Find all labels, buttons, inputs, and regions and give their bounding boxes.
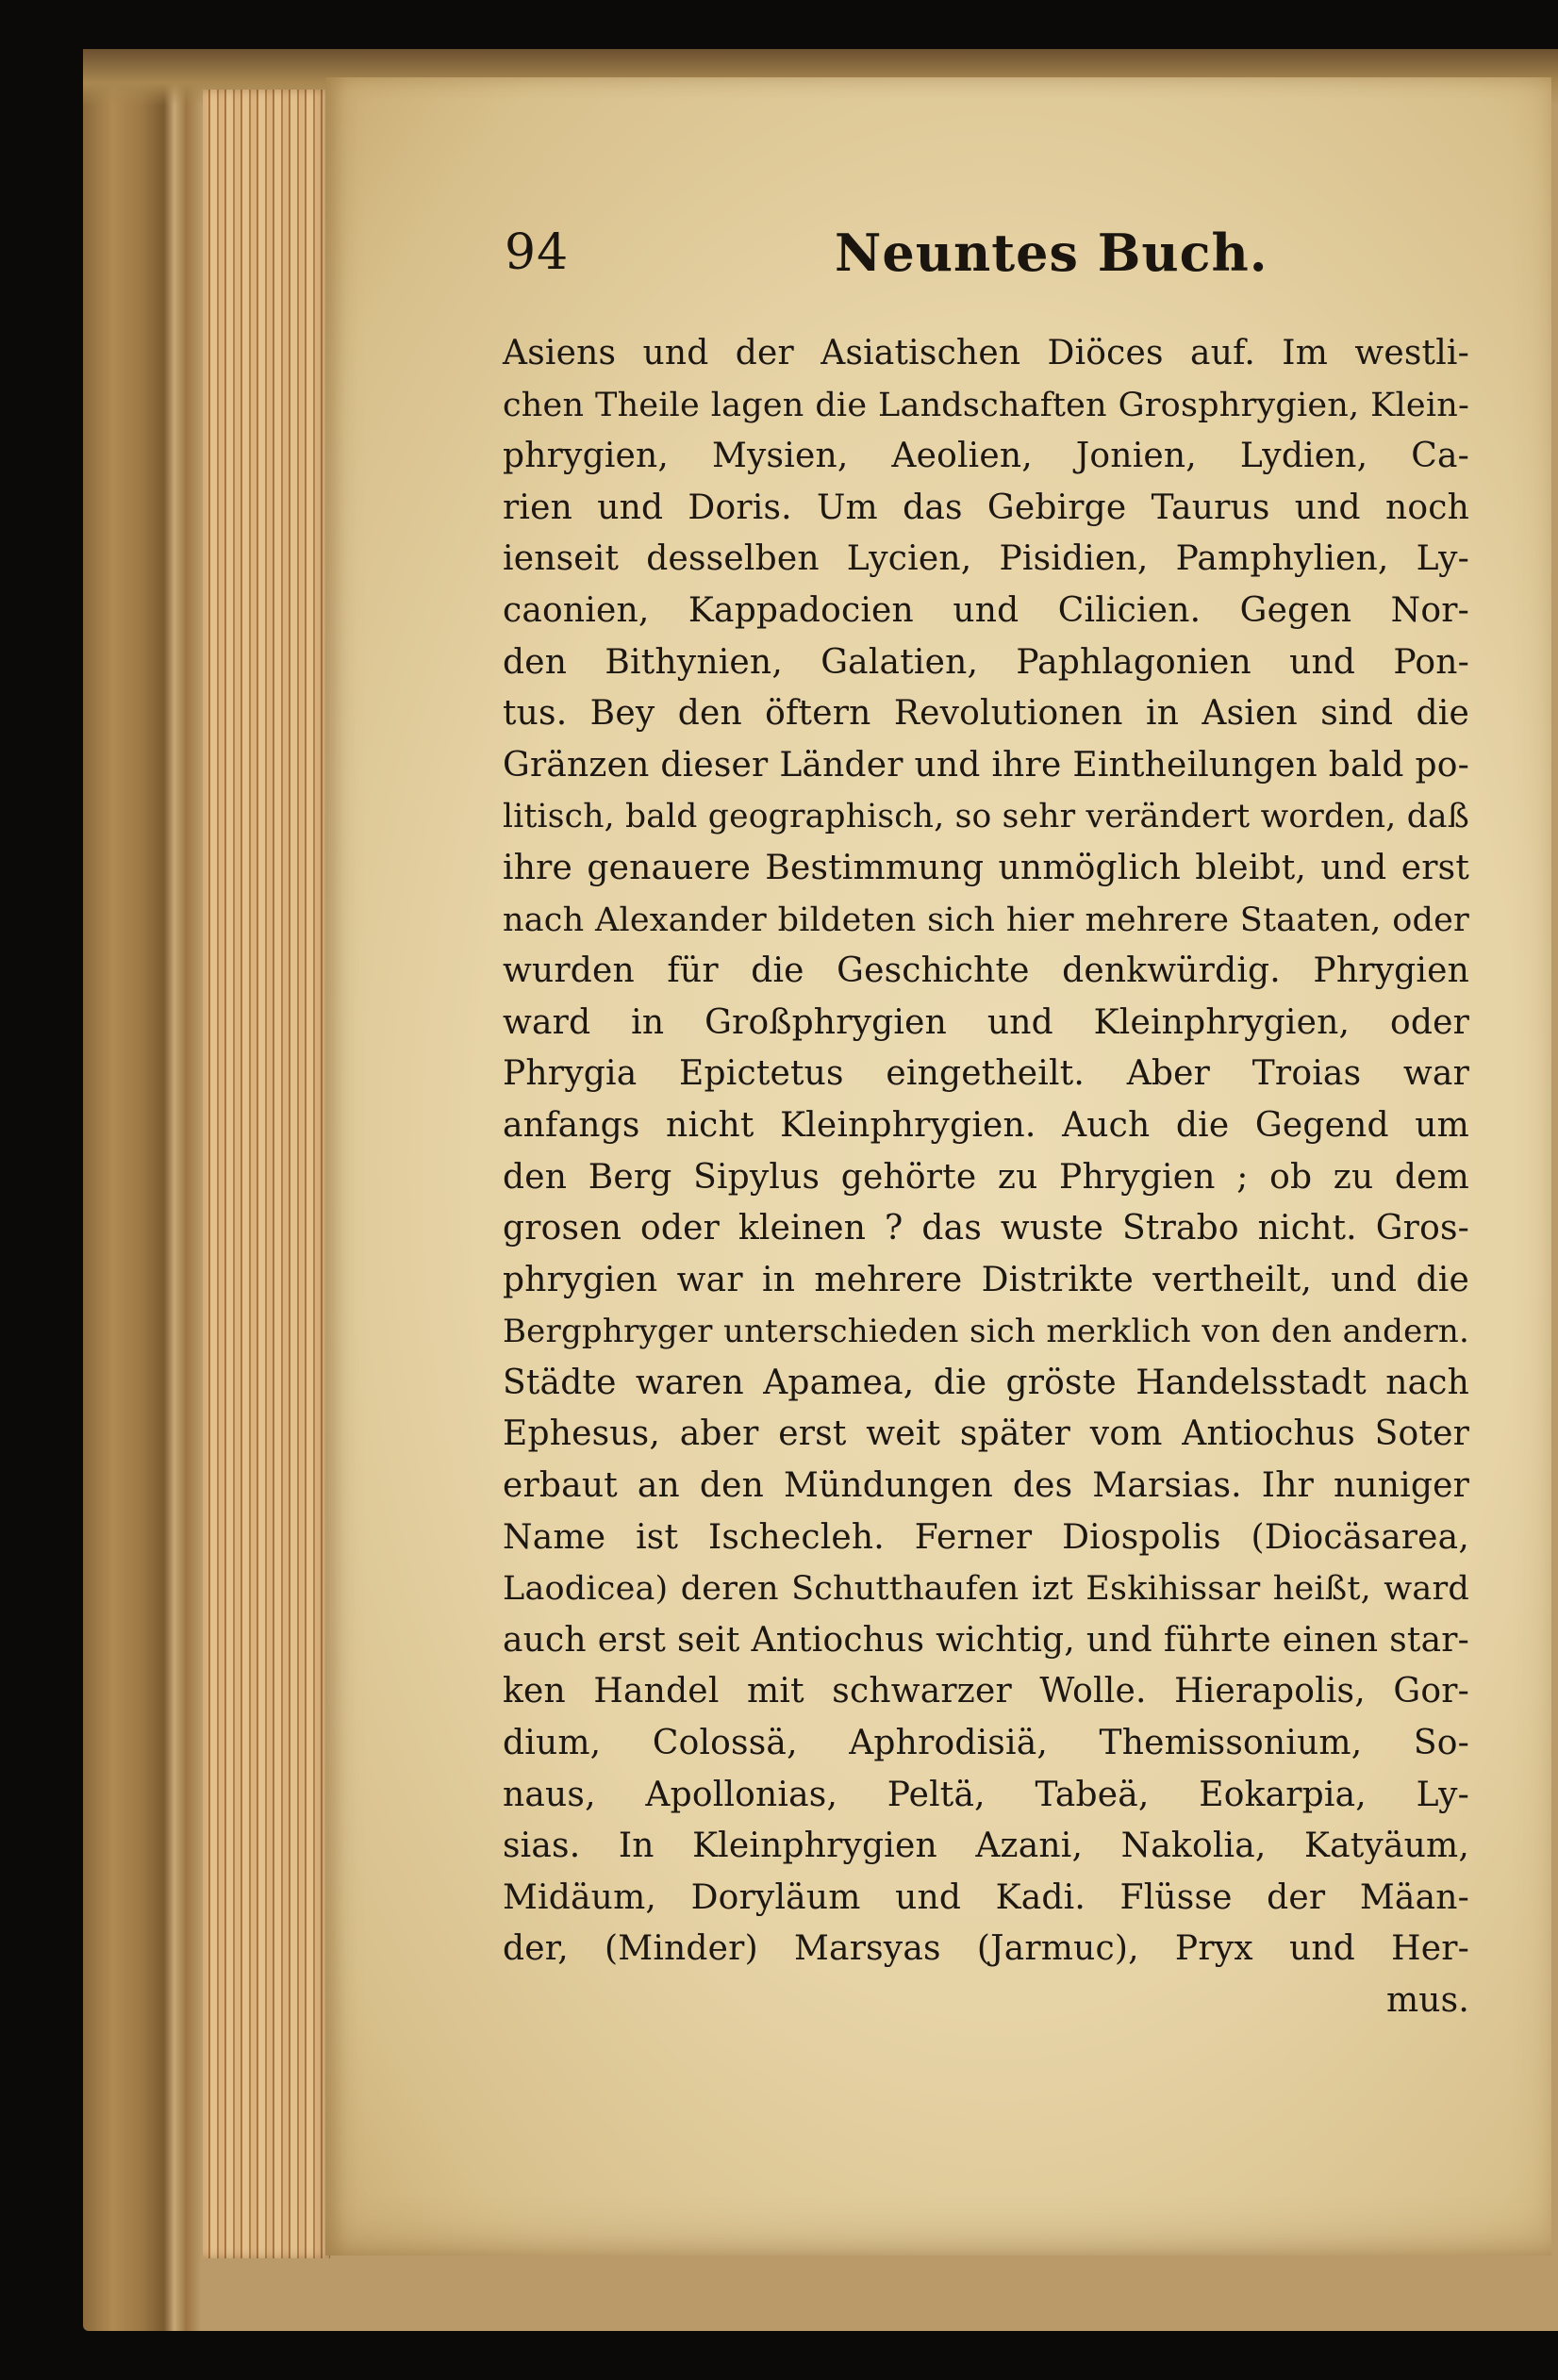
page-header — [505, 224, 1476, 290]
text-line: naus, Apollonias, Peltä, Tabeä, Eokarpia, Ly- — [503, 1775, 1469, 1814]
text-line: ward in Großphrygien und Kleinphrygien, oder — [503, 1002, 1469, 1042]
text-line: litisch, bald geographisch, so sehr verändert worden, daß — [503, 798, 1469, 836]
text-line: den Bithynien, Galatien, Paphlagonien und Pon- — [503, 642, 1469, 682]
catchword: mus. — [1385, 1981, 1469, 2020]
page-number: 94 — [505, 224, 570, 281]
text-line: anfangs nicht Kleinphrygien. Auch die Gegend um — [503, 1105, 1469, 1145]
text-line: ienseit desselben Lycien, Pisidien, Pamphylien, Ly- — [503, 539, 1469, 579]
text-line: ihre genauere Bestimmung unmöglich bleibt, und erst — [503, 848, 1469, 887]
page-edges — [203, 90, 330, 2258]
text-line: Asiens und der Asiatischen Diöces auf. Im westli- — [503, 334, 1469, 372]
text-line: caonien, Kappadocien und Cilicien. Gegen Nor- — [503, 590, 1469, 630]
text-line: Bergphryger unterschieden sich merklich von den andern. — [503, 1313, 1469, 1351]
text-line: Gränzen dieser Länder und ihre Eintheilungen bald po- — [503, 745, 1469, 785]
text-line: erbaut an den Mündungen des Marsias. Ihr nuniger — [503, 1466, 1469, 1506]
text-line: grosen oder kleinen ? das wuste Strabo nicht. Gros- — [503, 1209, 1469, 1248]
text-line: Laodicea) deren Schutthaufen izt Eskihissar heißt, ward — [503, 1570, 1469, 1609]
text-line: dium, Colossä, Aphrodisiä, Themissonium, So- — [503, 1724, 1469, 1763]
text-line: auch erst seit Antiochus wichtig, und führte einen star- — [503, 1620, 1469, 1660]
text-line: sias. In Kleinphrygien Azani, Nakolia, Katyäum, — [503, 1826, 1469, 1866]
text-line: Phrygia Epictetus eingetheilt. Aber Troias war — [503, 1054, 1469, 1094]
text-line: ken Handel mit schwarzer Wolle. Hierapolis, Gor- — [503, 1672, 1469, 1711]
running-title: Neuntes Buch. — [835, 223, 1268, 283]
text-line: nach Alexander bildeten sich hier mehrere Staaten, oder — [503, 901, 1469, 939]
text-line: tus. Bey den öftern Revolutionen in Asien sind die — [503, 694, 1469, 734]
text-line: wurden für die Geschichte denkwürdig. Phrygien — [503, 951, 1469, 991]
text-line: Midäum, Doryläum und Kadi. Flüsse der Mäan- — [503, 1877, 1469, 1917]
text-line: Ephesus, aber erst weit später vom Antiochus Soter — [503, 1414, 1469, 1454]
text-line: rien und Doris. Um das Gebirge Taurus und noch — [503, 488, 1469, 527]
text-line: Städte waren Apamea, die gröste Handelsstadt nach — [503, 1363, 1469, 1402]
text-line: phrygien war in mehrere Distrikte vertheilt, und die — [503, 1260, 1469, 1299]
text-line: phrygien, Mysien, Aeolien, Jonien, Lydien, Ca- — [503, 437, 1469, 476]
text-line: der, (Minder) Marsyas (Jarmuc), Pryx und Her- — [503, 1929, 1469, 1969]
text-line: den Berg Sipylus gehörte zu Phrygien ; ob zu dem — [503, 1157, 1469, 1197]
body-text — [503, 328, 1469, 2027]
text-line: Name ist Ischecleh. Ferner Diospolis (Diocäsarea, — [503, 1517, 1469, 1557]
text-line: chen Theile lagen die Landschaften Grosphrygien, Klein- — [503, 386, 1469, 424]
